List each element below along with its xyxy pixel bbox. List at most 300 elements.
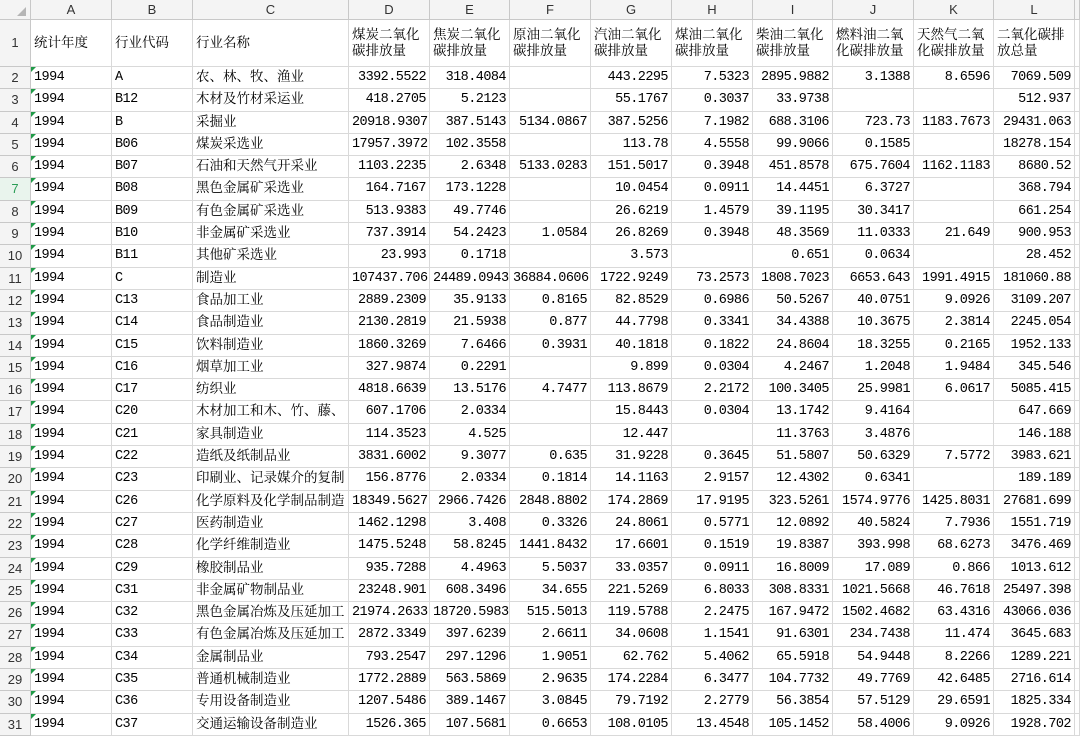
cell-f24[interactable]: 5.5037: [510, 558, 591, 580]
cell-d17[interactable]: 607.1706: [349, 401, 430, 423]
cell-c9[interactable]: 非金属矿采选业: [193, 223, 349, 245]
cell-c17[interactable]: 木材加工和木、竹、藤、: [193, 401, 349, 423]
cell-e13[interactable]: 21.5938: [430, 312, 510, 334]
cell-d12[interactable]: 2889.2309: [349, 290, 430, 312]
cell-j12[interactable]: 40.0751: [833, 290, 914, 312]
cell-h24[interactable]: 0.0911: [672, 558, 753, 580]
cell-j8[interactable]: 30.3417: [833, 201, 914, 223]
cell-j6[interactable]: 675.7604: [833, 156, 914, 178]
cell-c4[interactable]: 采掘业: [193, 112, 349, 134]
cell-a3[interactable]: [31, 89, 112, 111]
cell-d19[interactable]: 3831.6002: [349, 446, 430, 468]
cell-b20[interactable]: C23: [112, 468, 193, 490]
cell-i17[interactable]: 13.1742: [753, 401, 833, 423]
cell-j20[interactable]: 0.6341: [833, 468, 914, 490]
cell-f1[interactable]: 原油二氧化碳排放量: [510, 20, 591, 67]
select-all-corner[interactable]: [0, 0, 31, 20]
cell-a22[interactable]: [31, 513, 112, 535]
cell-g8[interactable]: 26.6219: [591, 201, 672, 223]
cell-h4[interactable]: 7.1982: [672, 112, 753, 134]
cell-k12[interactable]: 9.0926: [914, 290, 994, 312]
cell-c7[interactable]: 黑色金属矿采选业: [193, 178, 349, 200]
cell-k2[interactable]: 8.6596: [914, 67, 994, 89]
cell-k20[interactable]: [914, 468, 994, 490]
cell-b22[interactable]: C27: [112, 513, 193, 535]
cell-j30[interactable]: 57.5129: [833, 691, 914, 713]
cell-j29[interactable]: 49.7769: [833, 669, 914, 691]
cell-g1[interactable]: 汽油二氧化碳排放量: [591, 20, 672, 67]
cell-b3[interactable]: B12: [112, 89, 193, 111]
row-header-1[interactable]: 1: [0, 20, 31, 67]
cell-d22[interactable]: 1462.1298: [349, 513, 430, 535]
cell-i5[interactable]: 99.9066: [753, 134, 833, 156]
cell-l18[interactable]: 146.188: [994, 424, 1075, 446]
cell-l20[interactable]: 189.189: [994, 468, 1075, 490]
row-header-19[interactable]: 19: [0, 446, 31, 468]
cell-a13[interactable]: [31, 312, 112, 334]
cell-k9[interactable]: 21.649: [914, 223, 994, 245]
cell-b5[interactable]: B06: [112, 134, 193, 156]
cell-b9[interactable]: B10: [112, 223, 193, 245]
cell-m11[interactable]: [1075, 268, 1080, 290]
cell-a18[interactable]: [31, 424, 112, 446]
cell-j23[interactable]: 393.998: [833, 535, 914, 557]
cell-l25[interactable]: 25497.398: [994, 580, 1075, 602]
row-header-20[interactable]: 20: [0, 468, 31, 490]
cell-m21[interactable]: [1075, 491, 1080, 513]
cell-k3[interactable]: [914, 89, 994, 111]
cell-a15[interactable]: [31, 357, 112, 379]
cell-f17[interactable]: [510, 401, 591, 423]
cell-l3[interactable]: 512.937: [994, 89, 1075, 111]
row-header-27[interactable]: 27: [0, 624, 31, 646]
cell-l16[interactable]: 5085.415: [994, 379, 1075, 401]
cell-i13[interactable]: 34.4388: [753, 312, 833, 334]
cell-f21[interactable]: 2848.8802: [510, 491, 591, 513]
cell-k6[interactable]: 1162.1183: [914, 156, 994, 178]
cell-f9[interactable]: 1.0584: [510, 223, 591, 245]
cell-g9[interactable]: 26.8269: [591, 223, 672, 245]
cell-b6[interactable]: B07: [112, 156, 193, 178]
cell-e21[interactable]: 2966.7426: [430, 491, 510, 513]
cell-g15[interactable]: 9.899: [591, 357, 672, 379]
cell-e18[interactable]: 4.525: [430, 424, 510, 446]
cell-d5[interactable]: 17957.3972: [349, 134, 430, 156]
cell-m18[interactable]: [1075, 424, 1080, 446]
cell-c31[interactable]: 交通运输设备制造业: [193, 714, 349, 736]
cell-c30[interactable]: 专用设备制造业: [193, 691, 349, 713]
cell-b8[interactable]: B09: [112, 201, 193, 223]
cell-f27[interactable]: 2.6611: [510, 624, 591, 646]
cell-k5[interactable]: [914, 134, 994, 156]
cell-l17[interactable]: 647.669: [994, 401, 1075, 423]
column-header-b[interactable]: B: [112, 0, 193, 20]
cell-b25[interactable]: C31: [112, 580, 193, 602]
cell-h16[interactable]: 2.2172: [672, 379, 753, 401]
cell-f22[interactable]: 0.3326: [510, 513, 591, 535]
cell-m9[interactable]: [1075, 223, 1080, 245]
cell-m15[interactable]: [1075, 357, 1080, 379]
cell-f13[interactable]: 0.877: [510, 312, 591, 334]
cell-e4[interactable]: 387.5143: [430, 112, 510, 134]
cell-k29[interactable]: 42.6485: [914, 669, 994, 691]
cell-a8[interactable]: [31, 201, 112, 223]
cell-e26[interactable]: 18720.5983: [430, 602, 510, 624]
cell-c23[interactable]: 化学纤维制造业: [193, 535, 349, 557]
cell-f29[interactable]: 2.9635: [510, 669, 591, 691]
cell-d9[interactable]: 737.3914: [349, 223, 430, 245]
cell-k22[interactable]: 7.7936: [914, 513, 994, 535]
cell-i7[interactable]: 14.4451: [753, 178, 833, 200]
cell-g27[interactable]: 34.0608: [591, 624, 672, 646]
cell-j19[interactable]: 50.6329: [833, 446, 914, 468]
cell-d6[interactable]: 1103.2235: [349, 156, 430, 178]
column-header-a[interactable]: A: [31, 0, 112, 20]
cell-g11[interactable]: 1722.9249: [591, 268, 672, 290]
cell-g19[interactable]: 31.9228: [591, 446, 672, 468]
cell-m3[interactable]: [1075, 89, 1080, 111]
cell-e6[interactable]: 2.6348: [430, 156, 510, 178]
cell-k16[interactable]: 6.0617: [914, 379, 994, 401]
cell-a2[interactable]: [31, 67, 112, 89]
cell-d27[interactable]: 2872.3349: [349, 624, 430, 646]
cell-j31[interactable]: 58.4006: [833, 714, 914, 736]
cell-j9[interactable]: 11.0333: [833, 223, 914, 245]
column-header-l[interactable]: L: [994, 0, 1075, 20]
cell-h3[interactable]: 0.3037: [672, 89, 753, 111]
cell-i2[interactable]: 2895.9882: [753, 67, 833, 89]
cell-h21[interactable]: 17.9195: [672, 491, 753, 513]
cell-g24[interactable]: 33.0357: [591, 558, 672, 580]
cell-g22[interactable]: 24.8061: [591, 513, 672, 535]
cell-c26[interactable]: 黑色金属冶炼及压延加工: [193, 602, 349, 624]
cell-g2[interactable]: 443.2295: [591, 67, 672, 89]
cell-j5[interactable]: 0.1585: [833, 134, 914, 156]
cell-d20[interactable]: 156.8776: [349, 468, 430, 490]
cell-e23[interactable]: 58.8245: [430, 535, 510, 557]
cell-c15[interactable]: 烟草加工业: [193, 357, 349, 379]
cell-e25[interactable]: 608.3496: [430, 580, 510, 602]
cell-j10[interactable]: 0.0634: [833, 245, 914, 267]
cell-i27[interactable]: 91.6301: [753, 624, 833, 646]
cell-f23[interactable]: 1441.8432: [510, 535, 591, 557]
cell-j21[interactable]: 1574.9776: [833, 491, 914, 513]
cell-d24[interactable]: 935.7288: [349, 558, 430, 580]
cell-j25[interactable]: 1021.5668: [833, 580, 914, 602]
cell-g10[interactable]: 3.573: [591, 245, 672, 267]
cell-d26[interactable]: 21974.2633: [349, 602, 430, 624]
cell-c25[interactable]: 非金属矿物制品业: [193, 580, 349, 602]
cell-h19[interactable]: 0.3645: [672, 446, 753, 468]
cell-f20[interactable]: 0.1814: [510, 468, 591, 490]
cell-l31[interactable]: 1928.702: [994, 714, 1075, 736]
cell-k31[interactable]: 9.0926: [914, 714, 994, 736]
cell-m1[interactable]: [1075, 20, 1080, 67]
cell-b12[interactable]: C13: [112, 290, 193, 312]
cell-c16[interactable]: 纺织业: [193, 379, 349, 401]
cell-f28[interactable]: 1.9051: [510, 647, 591, 669]
row-header-26[interactable]: 26: [0, 602, 31, 624]
cell-f19[interactable]: 0.635: [510, 446, 591, 468]
cell-k24[interactable]: 0.866: [914, 558, 994, 580]
cell-c27[interactable]: 有色金属冶炼及压延加工: [193, 624, 349, 646]
cell-c2[interactable]: 农、林、牧、渔业: [193, 67, 349, 89]
cell-k27[interactable]: 11.474: [914, 624, 994, 646]
cell-e9[interactable]: 54.2423: [430, 223, 510, 245]
cell-i9[interactable]: 48.3569: [753, 223, 833, 245]
cell-k8[interactable]: [914, 201, 994, 223]
cell-j26[interactable]: 1502.4682: [833, 602, 914, 624]
cell-k19[interactable]: 7.5772: [914, 446, 994, 468]
cell-d2[interactable]: 3392.5522: [349, 67, 430, 89]
cell-m10[interactable]: [1075, 245, 1080, 267]
column-header-k[interactable]: K: [914, 0, 994, 20]
cell-e19[interactable]: 9.3077: [430, 446, 510, 468]
column-header-g[interactable]: G: [591, 0, 672, 20]
cell-m26[interactable]: [1075, 602, 1080, 624]
cell-h5[interactable]: 4.5558: [672, 134, 753, 156]
cell-k30[interactable]: 29.6591: [914, 691, 994, 713]
cell-k18[interactable]: [914, 424, 994, 446]
cell-f5[interactable]: [510, 134, 591, 156]
cell-c1[interactable]: 行业名称: [193, 20, 349, 67]
cell-i22[interactable]: 12.0892: [753, 513, 833, 535]
cell-h26[interactable]: 2.2475: [672, 602, 753, 624]
row-header-29[interactable]: 29: [0, 669, 31, 691]
cell-g5[interactable]: 113.78: [591, 134, 672, 156]
cell-f6[interactable]: 5133.0283: [510, 156, 591, 178]
row-header-10[interactable]: 10: [0, 245, 31, 267]
column-header-d[interactable]: D: [349, 0, 430, 20]
row-header-17[interactable]: 17: [0, 401, 31, 423]
cell-a1[interactable]: 统计年度: [31, 20, 112, 67]
column-header-e[interactable]: E: [430, 0, 510, 20]
cell-c11[interactable]: 制造业: [193, 268, 349, 290]
cell-a10[interactable]: [31, 245, 112, 267]
cell-l22[interactable]: 1551.719: [994, 513, 1075, 535]
cell-g6[interactable]: 151.5017: [591, 156, 672, 178]
cell-k13[interactable]: 2.3814: [914, 312, 994, 334]
cell-b2[interactable]: A: [112, 67, 193, 89]
column-header-m[interactable]: [1075, 0, 1080, 20]
cell-d25[interactable]: 23248.901: [349, 580, 430, 602]
cell-i30[interactable]: 56.3854: [753, 691, 833, 713]
cell-f16[interactable]: 4.7477: [510, 379, 591, 401]
cell-j11[interactable]: 6653.643: [833, 268, 914, 290]
cell-g13[interactable]: 44.7798: [591, 312, 672, 334]
cell-i31[interactable]: 105.1452: [753, 714, 833, 736]
cell-h7[interactable]: 0.0911: [672, 178, 753, 200]
cell-h17[interactable]: 0.0304: [672, 401, 753, 423]
cell-e2[interactable]: 318.4084: [430, 67, 510, 89]
cell-c14[interactable]: 饮料制造业: [193, 335, 349, 357]
cell-f18[interactable]: [510, 424, 591, 446]
cell-d31[interactable]: 1526.365: [349, 714, 430, 736]
row-header-12[interactable]: 12: [0, 290, 31, 312]
cell-e29[interactable]: 563.5869: [430, 669, 510, 691]
cell-g16[interactable]: 113.8679: [591, 379, 672, 401]
row-header-11[interactable]: 11: [0, 268, 31, 290]
cell-m22[interactable]: [1075, 513, 1080, 535]
cell-i28[interactable]: 65.5918: [753, 647, 833, 669]
cell-m4[interactable]: [1075, 112, 1080, 134]
cell-h30[interactable]: 2.2779: [672, 691, 753, 713]
row-header-7[interactable]: 7: [0, 178, 31, 200]
cell-e20[interactable]: 2.0334: [430, 468, 510, 490]
cell-k15[interactable]: 1.9484: [914, 357, 994, 379]
cell-h11[interactable]: 73.2573: [672, 268, 753, 290]
cell-a23[interactable]: [31, 535, 112, 557]
cell-i24[interactable]: 16.8009: [753, 558, 833, 580]
cell-g21[interactable]: 174.2869: [591, 491, 672, 513]
cell-l14[interactable]: 1952.133: [994, 335, 1075, 357]
cell-k1[interactable]: 天然气二氧化碳排放量: [914, 20, 994, 67]
cell-c19[interactable]: 造纸及纸制品业: [193, 446, 349, 468]
cell-l9[interactable]: 900.953: [994, 223, 1075, 245]
cell-k7[interactable]: [914, 178, 994, 200]
cell-l11[interactable]: 181060.88: [994, 268, 1075, 290]
cell-k14[interactable]: 0.2165: [914, 335, 994, 357]
cell-g29[interactable]: 174.2284: [591, 669, 672, 691]
cell-l10[interactable]: 28.452: [994, 245, 1075, 267]
cell-i6[interactable]: 451.8578: [753, 156, 833, 178]
cell-c5[interactable]: 煤炭采选业: [193, 134, 349, 156]
cell-m19[interactable]: [1075, 446, 1080, 468]
cell-m29[interactable]: [1075, 669, 1080, 691]
cell-k26[interactable]: 63.4316: [914, 602, 994, 624]
cell-d1[interactable]: 煤炭二氧化碳排放量: [349, 20, 430, 67]
cell-e7[interactable]: 173.1228: [430, 178, 510, 200]
cell-h18[interactable]: [672, 424, 753, 446]
cell-d11[interactable]: 107437.706: [349, 268, 430, 290]
cell-d13[interactable]: 2130.2819: [349, 312, 430, 334]
cell-j16[interactable]: 25.9981: [833, 379, 914, 401]
cell-l1[interactable]: 二氧化碳排放总量: [994, 20, 1075, 67]
cell-g17[interactable]: 15.8443: [591, 401, 672, 423]
cell-b21[interactable]: C26: [112, 491, 193, 513]
cell-c21[interactable]: 化学原料及化学制品制造: [193, 491, 349, 513]
row-header-8[interactable]: 8: [0, 201, 31, 223]
cell-d3[interactable]: 418.2705: [349, 89, 430, 111]
cell-c6[interactable]: 石油和天然气开采业: [193, 156, 349, 178]
cell-c3[interactable]: 木材及竹材采运业: [193, 89, 349, 111]
cell-m5[interactable]: [1075, 134, 1080, 156]
cell-l23[interactable]: 3476.469: [994, 535, 1075, 557]
cell-l7[interactable]: 368.794: [994, 178, 1075, 200]
cell-f15[interactable]: [510, 357, 591, 379]
cell-b24[interactable]: C29: [112, 558, 193, 580]
cell-l28[interactable]: 1289.221: [994, 647, 1075, 669]
cell-j24[interactable]: 17.089: [833, 558, 914, 580]
column-header-i[interactable]: I: [753, 0, 833, 20]
cell-j17[interactable]: 9.4164: [833, 401, 914, 423]
row-header-18[interactable]: 18: [0, 424, 31, 446]
column-header-h[interactable]: H: [672, 0, 753, 20]
cell-l15[interactable]: 345.546: [994, 357, 1075, 379]
cell-b27[interactable]: C33: [112, 624, 193, 646]
cell-i21[interactable]: 323.5261: [753, 491, 833, 513]
cell-k17[interactable]: [914, 401, 994, 423]
cell-f11[interactable]: 36884.0606: [510, 268, 591, 290]
cell-j22[interactable]: 40.5824: [833, 513, 914, 535]
cell-g23[interactable]: 17.6601: [591, 535, 672, 557]
cell-i15[interactable]: 4.2467: [753, 357, 833, 379]
cell-i8[interactable]: 39.1195: [753, 201, 833, 223]
column-header-f[interactable]: F: [510, 0, 591, 20]
cell-h22[interactable]: 0.5771: [672, 513, 753, 535]
cell-l2[interactable]: 7069.509: [994, 67, 1075, 89]
cell-h23[interactable]: 0.1519: [672, 535, 753, 557]
cell-f30[interactable]: 3.0845: [510, 691, 591, 713]
cell-a21[interactable]: [31, 491, 112, 513]
cell-h27[interactable]: 1.1541: [672, 624, 753, 646]
cell-e10[interactable]: 0.1718: [430, 245, 510, 267]
cell-b11[interactable]: C: [112, 268, 193, 290]
cell-c28[interactable]: 金属制品业: [193, 647, 349, 669]
cell-a27[interactable]: [31, 624, 112, 646]
cell-b26[interactable]: C32: [112, 602, 193, 624]
cell-c22[interactable]: 医药制造业: [193, 513, 349, 535]
cell-c8[interactable]: 有色金属矿采选业: [193, 201, 349, 223]
cell-h31[interactable]: 13.4548: [672, 714, 753, 736]
cell-e12[interactable]: 35.9133: [430, 290, 510, 312]
cell-i26[interactable]: 167.9472: [753, 602, 833, 624]
cell-j1[interactable]: 燃料油二氧化碳排放量: [833, 20, 914, 67]
cell-h6[interactable]: 0.3948: [672, 156, 753, 178]
cell-l30[interactable]: 1825.334: [994, 691, 1075, 713]
cell-a4[interactable]: [31, 112, 112, 134]
cell-h14[interactable]: 0.1822: [672, 335, 753, 357]
cell-h12[interactable]: 0.6986: [672, 290, 753, 312]
cell-b23[interactable]: C28: [112, 535, 193, 557]
cell-d15[interactable]: 327.9874: [349, 357, 430, 379]
cell-f26[interactable]: 515.5013: [510, 602, 591, 624]
cell-b19[interactable]: C22: [112, 446, 193, 468]
cell-i16[interactable]: 100.3405: [753, 379, 833, 401]
cell-i11[interactable]: 1808.7023: [753, 268, 833, 290]
cell-a25[interactable]: [31, 580, 112, 602]
cell-i3[interactable]: 33.9738: [753, 89, 833, 111]
cell-j15[interactable]: 1.2048: [833, 357, 914, 379]
row-header-6[interactable]: 6: [0, 156, 31, 178]
cell-d4[interactable]: 20918.9307: [349, 112, 430, 134]
cell-a20[interactable]: [31, 468, 112, 490]
cell-b28[interactable]: C34: [112, 647, 193, 669]
cell-i10[interactable]: 0.651: [753, 245, 833, 267]
cell-f7[interactable]: [510, 178, 591, 200]
cell-h15[interactable]: 0.0304: [672, 357, 753, 379]
cell-k4[interactable]: 1183.7673: [914, 112, 994, 134]
cell-l26[interactable]: 43066.036: [994, 602, 1075, 624]
cell-g25[interactable]: 221.5269: [591, 580, 672, 602]
cell-i1[interactable]: 柴油二氧化碳排放量: [753, 20, 833, 67]
cell-h8[interactable]: 1.4579: [672, 201, 753, 223]
cell-e14[interactable]: 7.6466: [430, 335, 510, 357]
cell-h25[interactable]: 6.8033: [672, 580, 753, 602]
cell-g30[interactable]: 79.7192: [591, 691, 672, 713]
cell-j4[interactable]: 723.73: [833, 112, 914, 134]
cell-d7[interactable]: 164.7167: [349, 178, 430, 200]
cell-a31[interactable]: [31, 714, 112, 736]
row-header-24[interactable]: 24: [0, 558, 31, 580]
cell-m2[interactable]: [1075, 67, 1080, 89]
cell-e22[interactable]: 3.408: [430, 513, 510, 535]
cell-l12[interactable]: 3109.207: [994, 290, 1075, 312]
cell-b30[interactable]: C36: [112, 691, 193, 713]
cell-a12[interactable]: [31, 290, 112, 312]
cell-e5[interactable]: 102.3558: [430, 134, 510, 156]
cell-a16[interactable]: [31, 379, 112, 401]
